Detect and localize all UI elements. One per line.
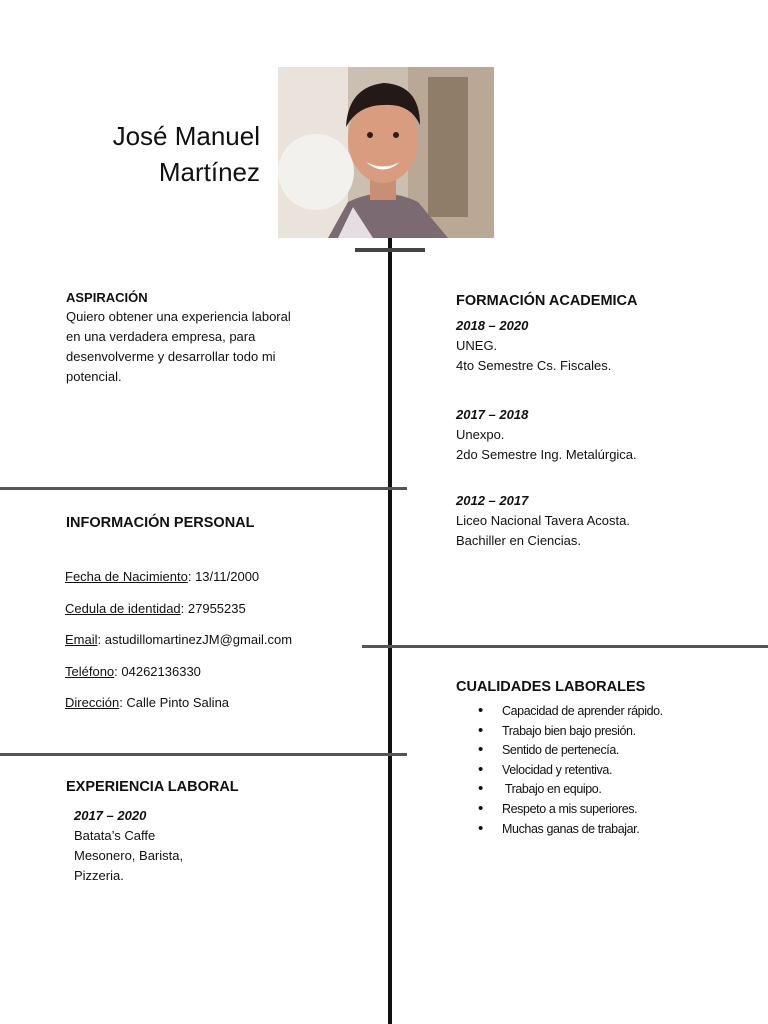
cualidades-title: CUALIDADES LABORALES [456,679,646,695]
info-row-address [65,693,385,713]
formacion-entry [456,491,756,551]
cualidad-item: • Capacidad de aprender rápido. [456,702,756,722]
experiencia-line: Mesonero, Barista, [74,848,184,863]
info-label: Cedula de identidad [65,600,181,616]
divider-right-1 [362,645,768,648]
formacion-entry [456,316,756,376]
info-value: : 27955235 [180,600,246,616]
cualidad-item: • Trabajo en equipo. [456,780,756,800]
info-label: Dirección [65,695,120,710]
cualidad-item: • Velocidad y retentiva. [456,761,756,781]
info-row-phone [65,662,385,682]
formacion-title: FORMACIÓN ACADEMICA [456,293,638,309]
cualidad-item: • Respeto a mis superiores. [456,800,756,820]
info-value: : 04262136330 [114,663,201,679]
personal-info-list [65,567,385,713]
formacion-line: 4to Semestre Cs. Fiscales. [456,358,612,373]
last-name: Martínez [158,157,260,187]
aspiracion-title: ASPIRACIÓN [66,290,148,305]
profile-photo [278,67,494,238]
aspiracion-line: en una verdadera empresa, para [66,329,256,344]
formacion-years: 2018 – 2020 [456,318,529,333]
experiencia-line: Pizzeria. [74,868,124,883]
info-value: : 13/11/2000 [187,569,260,584]
cualidad-item: • Muchas ganas de trabajar. [456,820,756,840]
info-label: Fecha de Nacimiento [65,569,188,584]
info-row-email [65,630,385,650]
info-row-birthdate [65,567,385,587]
cualidades-section-title [456,679,645,695]
aspiracion-section [66,289,366,387]
formacion-line: Bachiller en Ciencias. [456,533,582,548]
formacion-line: 2do Semestre Ing. Metalúrgica. [456,447,637,462]
divider-left-2 [0,753,407,756]
cualidad-item: • Sentido de pertenecía. [456,741,756,761]
timeline-top-bar [355,248,425,252]
formacion-years: 2012 – 2017 [456,493,529,508]
formacion-line: UNEG. [456,338,498,353]
aspiracion-line: potencial. [66,369,122,384]
cualidad-item: • Trabajo bien bajo presión. [456,722,756,742]
info-label: Teléfono [65,663,115,679]
info-row-id [65,599,385,619]
divider-left-1 [0,487,407,490]
experiencia-section-title [66,779,239,795]
timeline-vertical-line [388,238,392,1024]
first-name: José Manuel [112,121,260,151]
cualidades-list [456,702,756,839]
formacion-line: Liceo Nacional Tavera Acosta. [456,513,630,528]
experiencia-title: EXPERIENCIA LABORAL [66,779,239,795]
experiencia-years: 2017 – 2020 [74,808,147,823]
formacion-years: 2017 – 2018 [456,407,529,422]
full-name [113,118,260,190]
experiencia-line: Batata’s Caffe [74,828,156,843]
experiencia-entry [74,806,354,886]
formacion-entry [456,405,756,465]
info-value: : Calle Pinto Salina [119,695,230,710]
aspiracion-line: desenvolverme y desarrollar todo mi [66,349,276,364]
info-value: : astudillomartinezJM@gmail.com [97,632,293,647]
profile-photo-illustration [278,67,494,238]
info-label: Email [65,632,98,647]
aspiracion-line: Quiero obtener una experiencia laboral [66,309,291,324]
personal-title: INFORMACIÓN PERSONAL [66,515,255,531]
formacion-line: Unexpo. [456,427,505,442]
personal-section-title [66,515,255,531]
formacion-section-title [456,293,638,309]
